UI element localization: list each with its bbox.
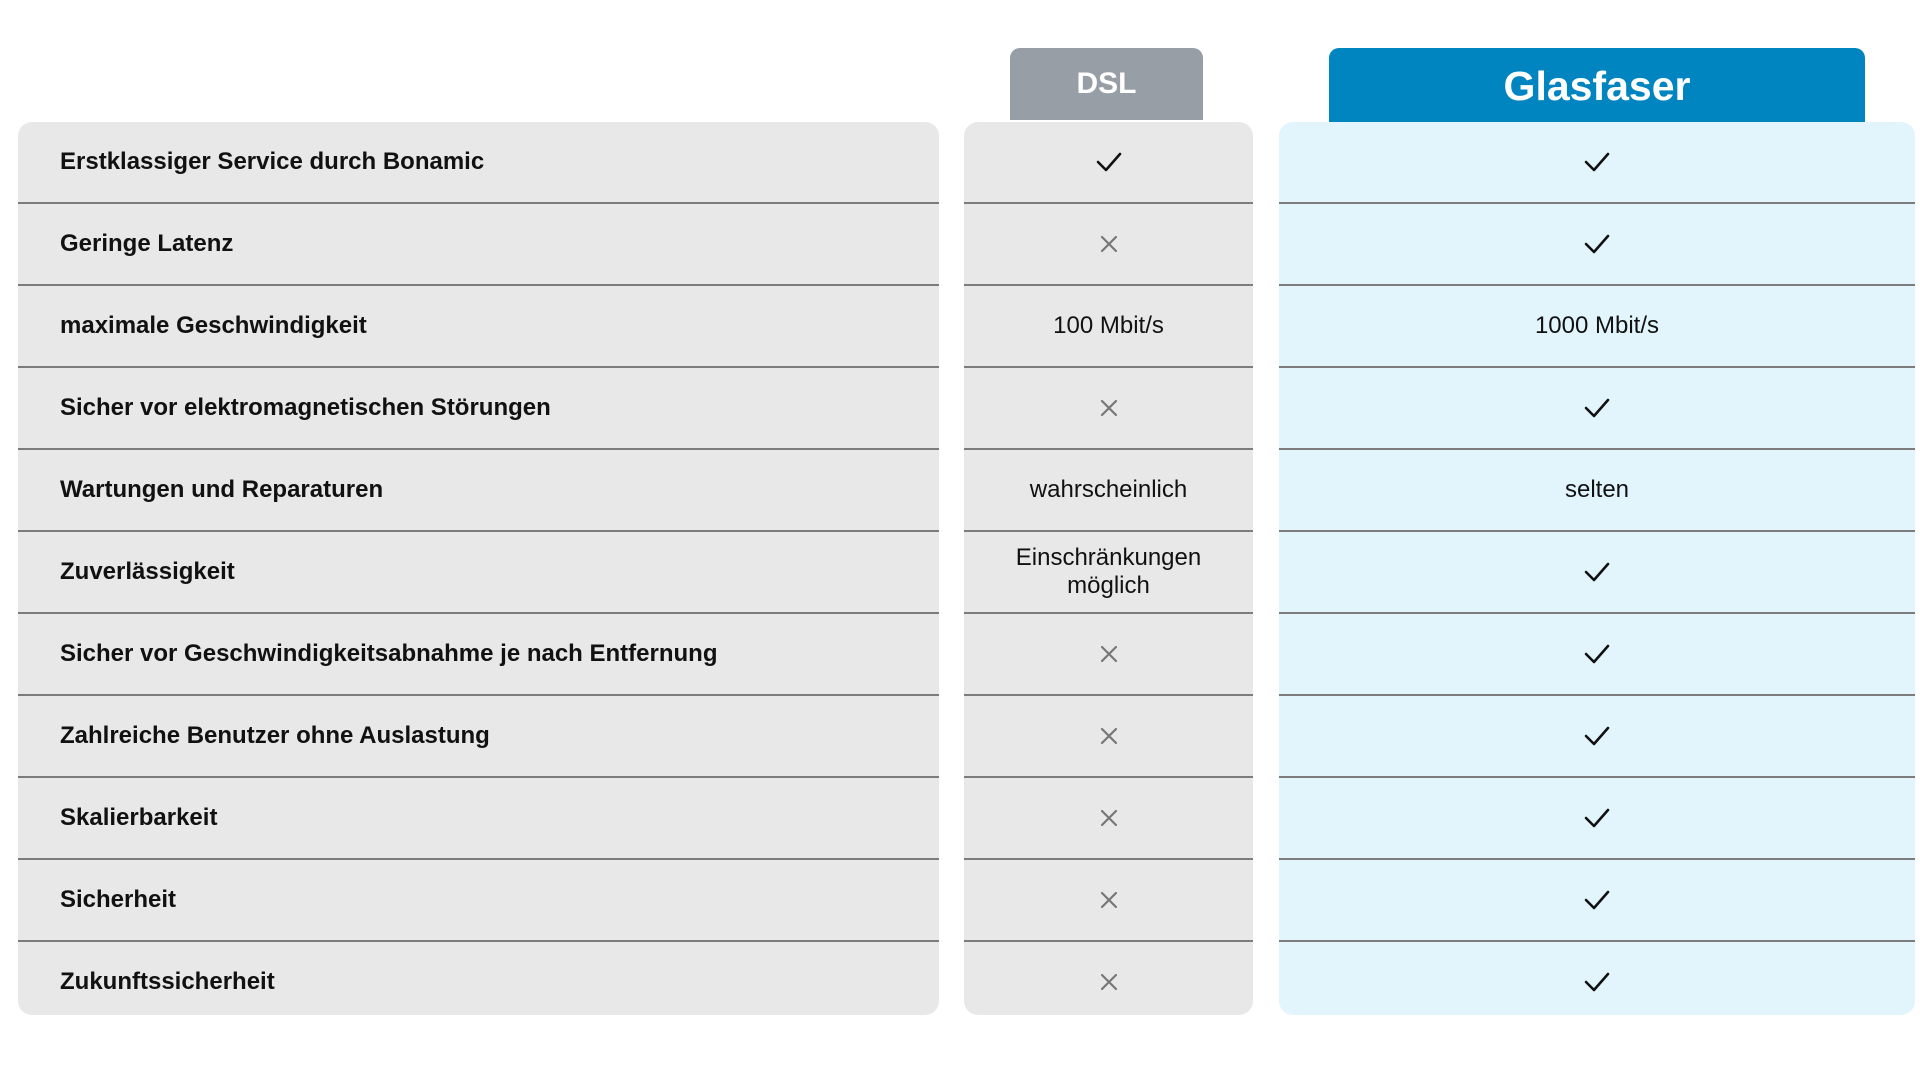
table-row (1279, 942, 1915, 1015)
table-row (18, 368, 939, 450)
table-row (18, 450, 939, 532)
feature-label: Skalierbarkeit (60, 804, 218, 831)
glasfaser-column-header: Glasfaser (1329, 48, 1865, 124)
table-row (964, 860, 1253, 942)
check-icon (1583, 889, 1611, 911)
dsl-value: 100 Mbit/s (1053, 312, 1164, 339)
dsl-value (1016, 544, 1201, 600)
glasfaser-value: 1000 Mbit/s (1534, 312, 1660, 339)
table-row (964, 204, 1253, 286)
cross-icon (1099, 398, 1119, 418)
table-row (18, 122, 939, 204)
table-row (1279, 614, 1915, 696)
table-row (18, 614, 939, 696)
glasfaser-value: selten (1564, 476, 1630, 503)
check-icon (1583, 397, 1611, 419)
feature-label: Zuverlässigkeit (60, 558, 235, 585)
feature-label: Sicherheit (60, 886, 177, 913)
feature-label: Geringe Latenz (60, 230, 234, 257)
cross-icon (1099, 808, 1119, 828)
check-icon (1583, 643, 1611, 665)
cross-icon (1099, 234, 1119, 254)
table-row (18, 532, 939, 614)
table-row (18, 942, 939, 1015)
feature-label: Zahlreiche Benutzer ohne Auslastung (60, 722, 490, 749)
table-row (1279, 450, 1915, 532)
table-row (18, 286, 939, 368)
check-icon (1583, 151, 1611, 173)
check-icon (1095, 151, 1123, 173)
dsl-column-header: DSL (1010, 48, 1203, 120)
table-row (1279, 860, 1915, 942)
table-row (964, 368, 1253, 450)
table-row (1279, 532, 1915, 614)
table-row (964, 450, 1253, 532)
check-icon (1583, 807, 1611, 829)
table-row (1279, 286, 1915, 368)
feature-label: Wartungen und Reparaturen (60, 476, 384, 503)
check-icon (1583, 971, 1611, 993)
cross-icon (1099, 726, 1119, 746)
dsl-value-line: Einschränkungen (1015, 544, 1202, 571)
table-row (18, 860, 939, 942)
table-row (964, 286, 1253, 368)
dsl-column (964, 122, 1253, 1015)
feature-label: Sicher vor Geschwindigkeitsabnahme je nach Entfernung (60, 640, 718, 667)
cross-icon (1099, 890, 1119, 910)
cross-icon (1099, 972, 1119, 992)
table-row (964, 614, 1253, 696)
dsl-value-line: möglich (1067, 572, 1150, 599)
table-row (18, 778, 939, 860)
feature-label: Zukunftssicherheit (60, 968, 275, 995)
table-row (1279, 122, 1915, 204)
check-icon (1583, 725, 1611, 747)
glasfaser-column (1279, 122, 1915, 1015)
table-row (1279, 778, 1915, 860)
feature-label: Sicher vor elektromagnetischen Störungen (60, 394, 551, 421)
table-row (18, 204, 939, 286)
table-row (1279, 368, 1915, 450)
table-row (1279, 204, 1915, 286)
table-row (964, 942, 1253, 1015)
table-row (964, 122, 1253, 204)
feature-label: Erstklassiger Service durch Bonamic (60, 148, 485, 175)
check-icon (1583, 233, 1611, 255)
cross-icon (1099, 644, 1119, 664)
feature-column (18, 122, 939, 1015)
feature-label: maximale Geschwindigkeit (60, 312, 367, 339)
check-icon (1583, 561, 1611, 583)
table-row (964, 778, 1253, 860)
table-row (18, 696, 939, 778)
table-row (964, 696, 1253, 778)
table-row (964, 532, 1253, 614)
dsl-value: wahrscheinlich (1029, 476, 1188, 503)
table-row (1279, 696, 1915, 778)
